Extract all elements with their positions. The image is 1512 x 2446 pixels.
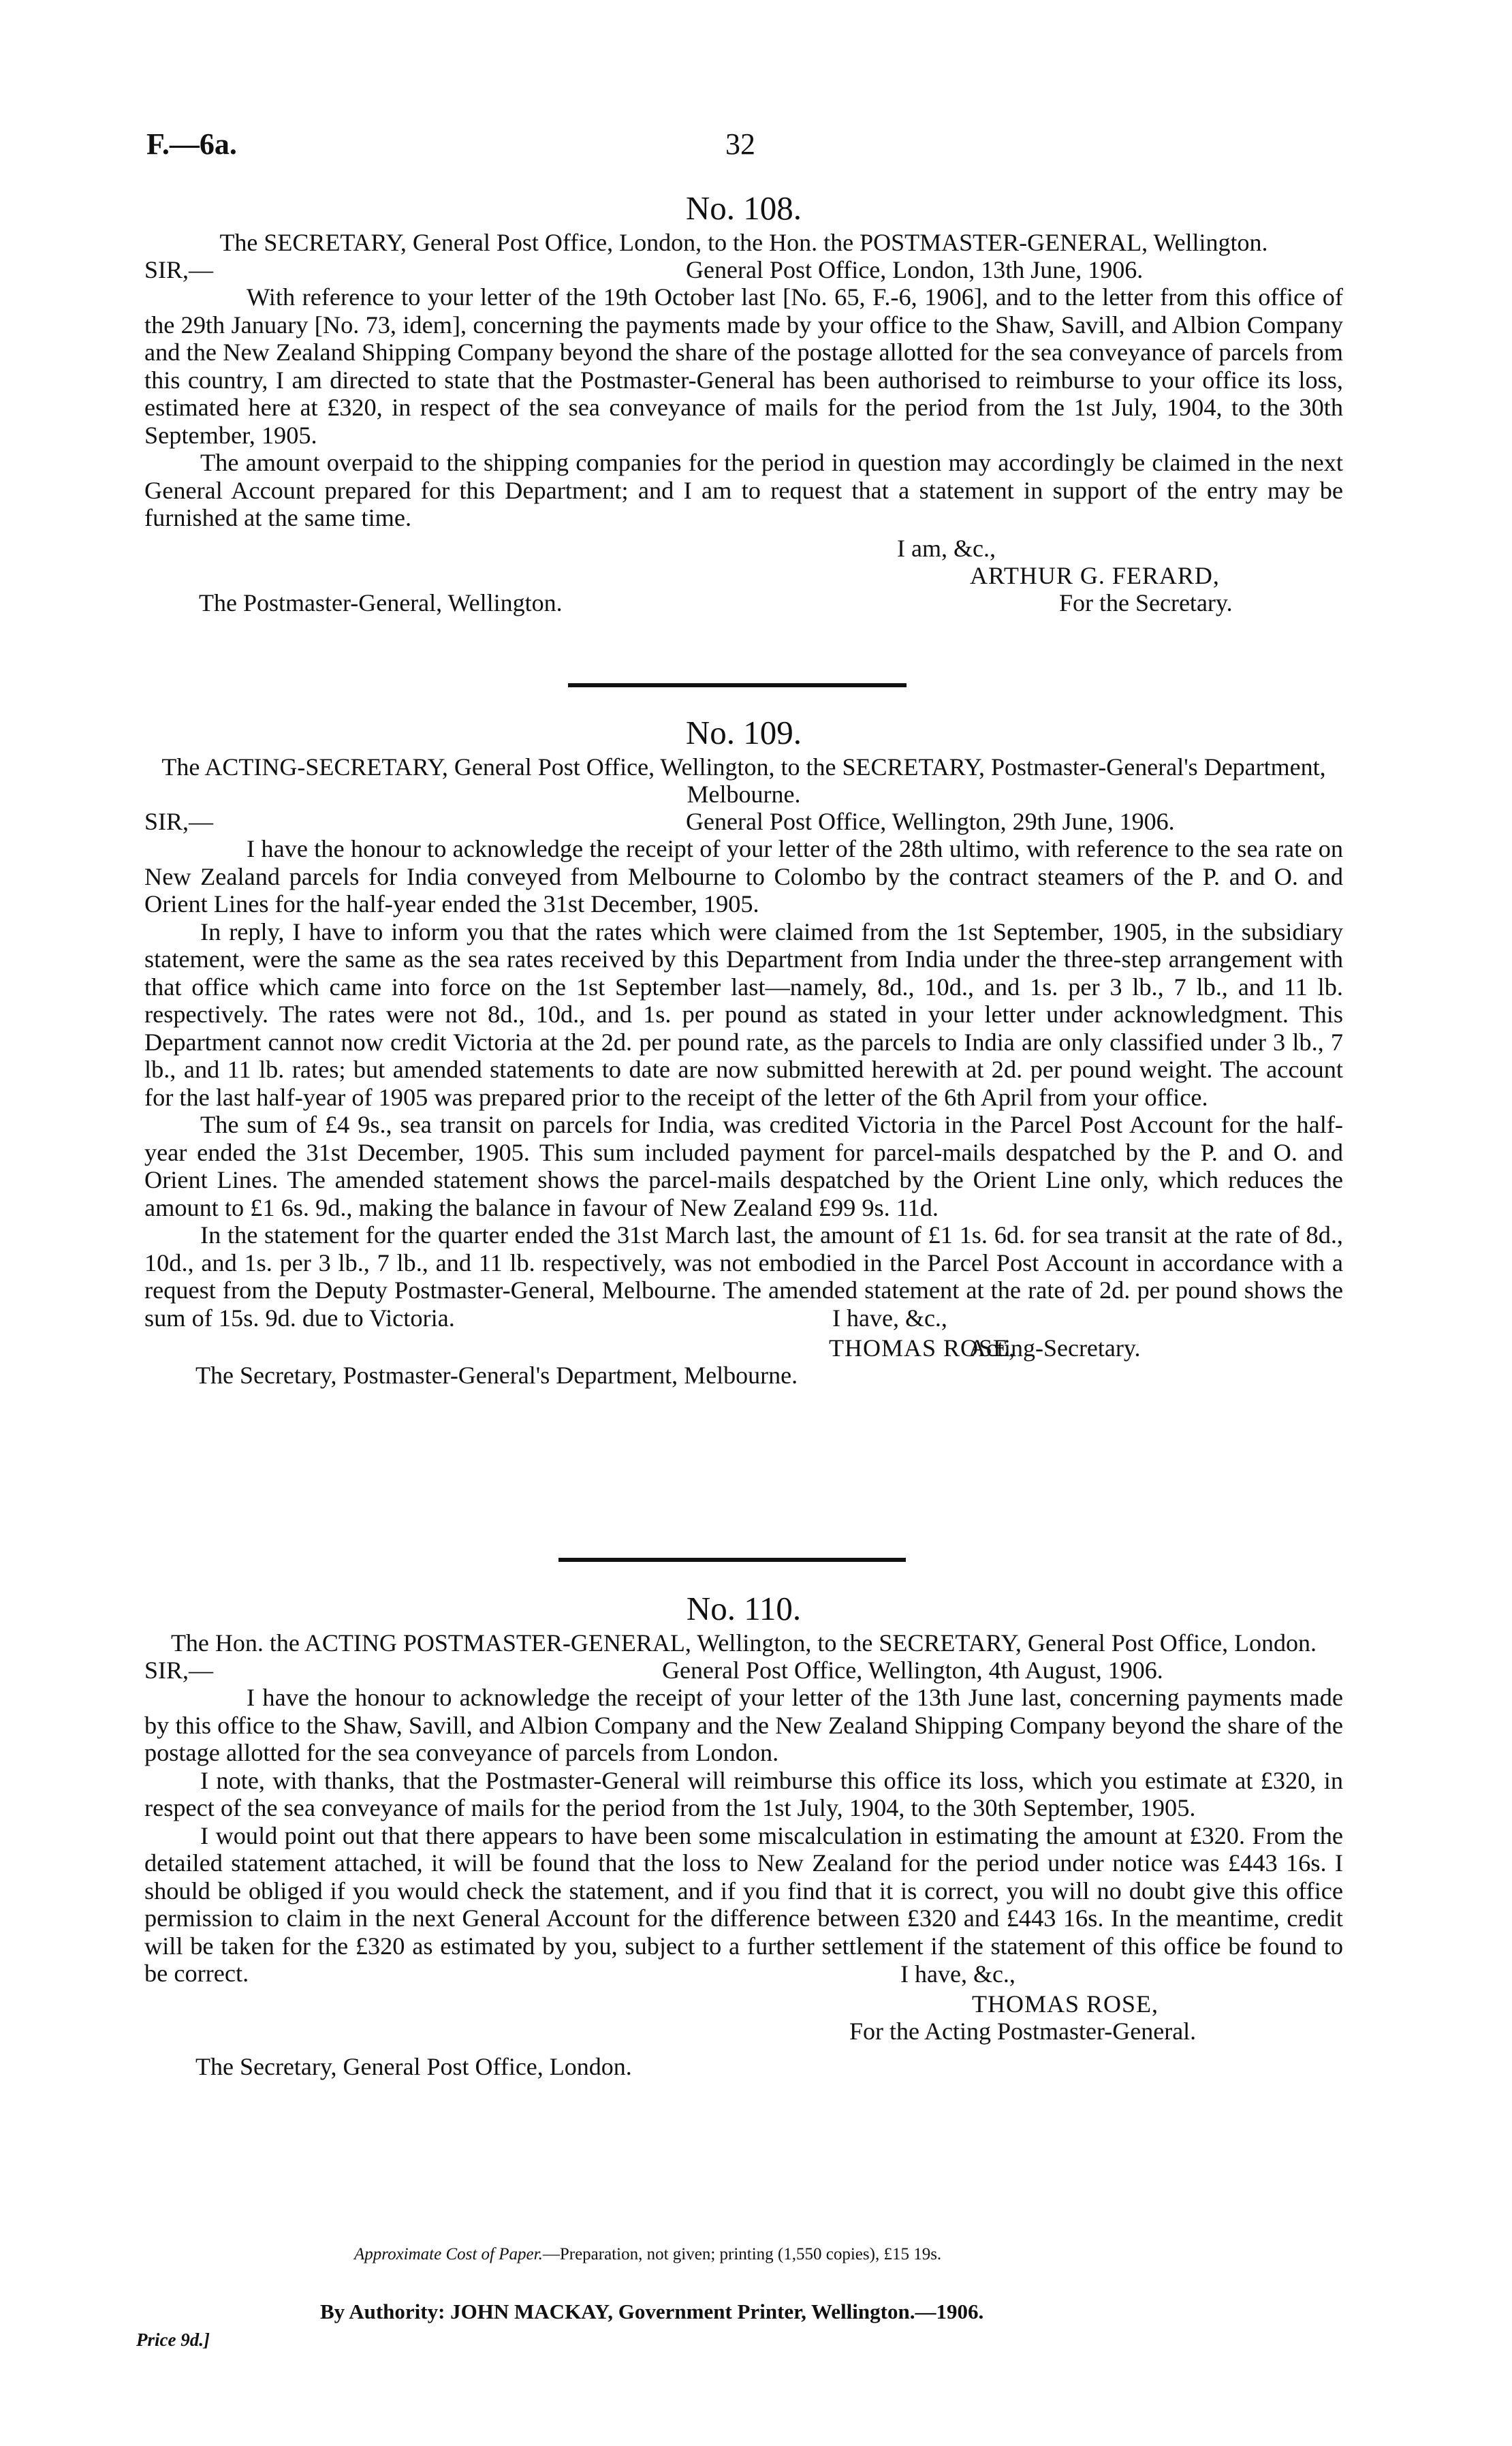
signatory-role: Acting-Secretary.: [968, 1334, 1141, 1362]
letter-number: No. 109.: [685, 714, 802, 751]
paragraph: In reply, I have to inform you that the rates which were claimed from the 1st September, 1905, in the subsidiary statement, were the same as the sea rates received by this Department from India under the three-step arrangement with that office which came into force on the 1st September last—namely, 8d., 10d., and 1s. per 3 lb., 7 lb., and 11 lb. respectively. The rates were not 8d., 10d., and 1s. per pound as stated in your letter under acknowledgment. This Department cannot now credit Victoria at the 2d. per pound rate, as the parcels to India are only classified under 3 lb., 7 lb., and 11 lb. rates; but amended statements to date are now submitted herewith at 2d. per pound weight. The account for the last half-year of 1905 was prepared prior to the receipt of the letter of the 6th April from your office.: [144, 918, 1343, 1111]
letter-110: [144, 1588, 1343, 2080]
salutation-row: [144, 256, 1343, 283]
signatory: THOMAS ROSE,: [972, 1990, 1159, 2018]
salutation: SIR,—: [144, 808, 214, 835]
letter-address: The Hon. the ACTING POSTMASTER-GENERAL, Wellington, to the SECRETARY, General Post Office, London.: [170, 1629, 1317, 1657]
paragraph: In the statement for the quarter ended the 31st March last, the amount of £1 1s. 6d. for sea transit at the rate of 8d., 10d., and 1s. per 3 lb., 7 lb., and 11 lb. respectively, was not embodied in the Parcel Post Account in accordance with a request from the Deputy Postmaster-General, Melbourne. The amended statement at the rate of 2d. per pound shows the sum of 15s. 9d. due to Victoria.: [144, 1221, 1343, 1332]
section-divider: [558, 1558, 906, 1562]
paragraph: I note, with thanks, that the Postmaster-General will reimburse this office its loss, which you estimate at £320, in respect of the sea conveyance of mails for the period from the 1st July, 1904, to the 30th September, 1905.: [144, 1766, 1343, 1821]
paragraph: I have the honour to acknowledge the receipt of your letter of the 13th June last, concerning payments made by this office to the Shaw, Savill, and Albion Company and the New Zealand Shipping Company beyond the share of the postage allotted for the sea conveyance of parcels from London.: [144, 1684, 1343, 1766]
salutation: SIR,—: [144, 256, 214, 283]
letter-number: No. 110.: [686, 1590, 802, 1627]
signatory-role: For the Secretary.: [1059, 589, 1233, 616]
place-date: General Post Office, London, 13th June, 1906.: [686, 256, 1144, 283]
recipient: The Secretary, Postmaster-General's Department, Melbourne.: [195, 1362, 798, 1389]
signature-block: [144, 1960, 1343, 2080]
salutation-row: [144, 808, 1343, 835]
price: Price 9d.]: [136, 2330, 210, 2350]
recipient: The Secretary, General Post Office, London.: [195, 2052, 632, 2080]
cost-label: Approximate Cost of Paper.: [354, 2245, 543, 2263]
section-divider: [568, 683, 907, 687]
paper-code: F.—6a.: [146, 127, 237, 161]
letter-109: [144, 712, 1343, 1393]
paragraph: The amount overpaid to the shipping companies for the period in question may accordingly be claimed in the next General Account prepared for this Department; and I am to request that a statement in support of the entry may be furnished at the same time.: [144, 449, 1343, 531]
letter-108: [144, 188, 1343, 621]
closing: I am, &c.,: [897, 534, 996, 562]
printer-authority: By Authority: JOHN MACKAY, Government Printer, Wellington.—1906.: [320, 2300, 984, 2323]
letter-address: The SECRETARY, General Post Office, London, to the Hon. the POSTMASTER-GENERAL, Wellington.: [219, 229, 1268, 256]
place-date: General Post Office, Wellington, 4th August, 1906.: [662, 1657, 1163, 1684]
closing: I have, &c.,: [900, 1960, 1015, 1988]
signatory: THOMAS ROSE,: [829, 1334, 1016, 1362]
signature-block: [144, 532, 1343, 621]
salutation-row: [144, 1657, 1343, 1684]
signatory: ARTHUR G. FERARD,: [970, 561, 1220, 589]
recipient: The Postmaster-General, Wellington.: [199, 589, 563, 616]
signatory-role: For the Acting Postmaster-General.: [849, 2017, 1197, 2045]
place-date: General Post Office, Wellington, 29th June, 1906.: [686, 808, 1175, 835]
paragraph: The sum of £4 9s., sea transit on parcels for India, was credited Victoria in the Parcel Post Account for the half-year ended the 31st December, 1905. This sum included payment for parcel-mails despatched by the P. and O. and Orient Lines. The amended statement shows the parcel-mails despatched by the Orient Line only, which reduces the amount to £1 6s. 9d., making the balance in favour of New Zealand £99 9s. 11d.: [144, 1111, 1343, 1221]
cost-text: —Preparation, not given; printing (1,550 copies), £15 19s.: [542, 2245, 942, 2263]
letter-address: The ACTING-SECRETARY, General Post Office, Wellington, to the SECRETARY, Postmaster-General's Department, Melbourne.: [161, 753, 1326, 808]
page-number: 32: [725, 127, 755, 161]
paragraph: I have the honour to acknowledge the receipt of your letter of the 28th ultimo, with reference to the sea rate on New Zealand parcels for India conveyed from Melbourne to Colombo by the contract steamers of the P. and O. and Orient Lines for the half-year ended the 31st December, 1905.: [144, 835, 1343, 918]
paragraph: I would point out that there appears to have been some miscalculation in estimating the amount at £320. From the detailed statement attached, it will be found that the loss to New Zealand for the period under notice was £443 16s. I should be obliged if you would check the statement, and if you find that it is correct, you will no doubt give this office permission to claim in the next General Account for the difference between £320 and £443 16s. In the meantime, credit will be taken for the £320 as estimated by you, subject to a further settlement if the statement of this office be found to be correct.: [144, 1821, 1343, 1987]
closing: I have, &c.,: [832, 1304, 947, 1332]
salutation: SIR,—: [144, 1657, 214, 1684]
signature-block: [144, 1304, 1343, 1393]
cost-of-paper-note: [354, 2245, 941, 2264]
paragraph: With reference to your letter of the 19th October last [No. 65, F.-6, 1906], and to the letter from this office of the 29th January [No. 73, idem], concerning the payments made by your office to the Shaw, Savill, and Albion Company and the New Zealand Shipping Company beyond the share of the postage allotted for the sea conveyance of parcels from this country, I am directed to state that the Postmaster-General has been authorised to reimburse to your office its loss, estimated here at £320, in respect of the sea conveyance of mails for the period from the 1st July, 1904, to the 30th September, 1905.: [144, 283, 1343, 449]
letter-number: No. 108.: [685, 189, 802, 227]
